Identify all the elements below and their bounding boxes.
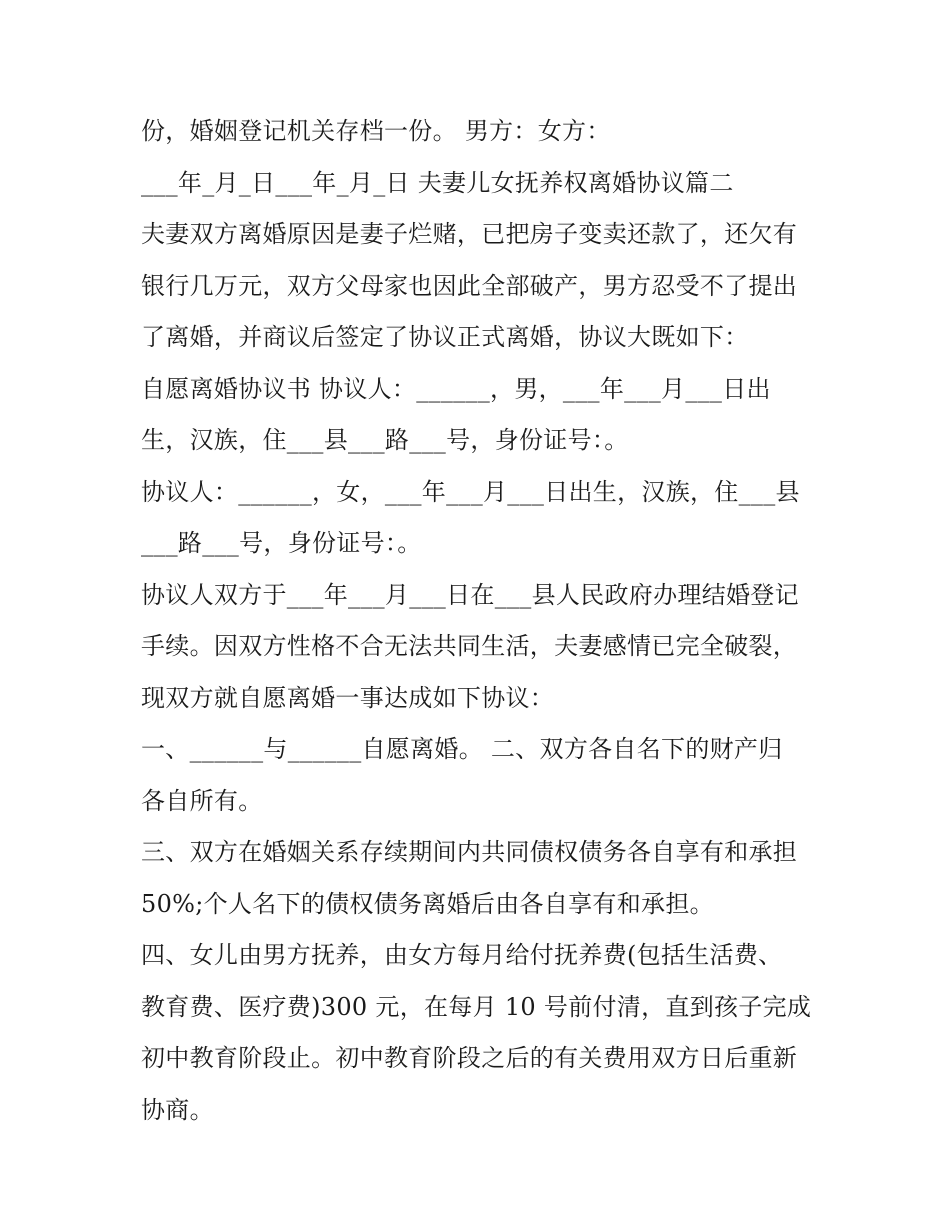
text-line: 一、______与______自愿离婚。 二、双方各自名下的财产归 [141,735,783,763]
text-line: ___年_月_日___年_月_日 夫妻儿女抚养权离婚协议篇二 [141,168,734,197]
text-line: 了离婚，并商议后签定了协议正式离婚，协议大既如下： [141,323,749,351]
text-line: 生，汉族，住___县___路___号，身份证号：。 [141,426,629,454]
text-line: 协议人：______，女，___年___月___日出生，汉族，住___县 [141,477,800,506]
text-line: 夫妻双方离婚原因是妻子烂赌，已把房子变卖还款了，还欠有 [141,220,798,248]
text-line: ___路___号，身份证号：。 [141,529,422,557]
text-line: 银行几万元，双方父母家也因此全部破产，男方忍受不了提出 [141,271,798,300]
text-line: 教育费、医疗费)300 元，在每月 10 号前付清，直到孩子完成 [141,992,812,1021]
document-body [141,106,821,1136]
text-line: 份，婚姻登记机关存档一份。 男方：女方： [141,117,611,145]
text-line: 各自所有。 [141,786,263,815]
text-line: 四、女儿由男方抚养，由女方每月给付抚养费(包括生活费、 [141,941,783,969]
text-line: 三、双方在婚姻关系存续期间内共同债权债务各自享有和承担 [141,838,798,866]
text-line: 手续。因双方性格不合无法共同生活，夫妻感情已完全破裂， [141,632,798,660]
text-line: 协议人双方于___年___月___日在___县人民政府办理结婚登记 [141,580,799,609]
text-line: 初中教育阶段止。初中教育阶段之后的有关费用双方日后重新 [141,1044,798,1072]
text-line: 50%;个人名下的债权债务离婚后由各自享有和承担。 [141,889,714,918]
text-line: 现双方就自愿离婚一事达成如下协议： [141,683,555,712]
text-line: 自愿离婚协议书 协议人：______，男，___年___月___日出 [141,374,771,403]
text-line: 协商。 [141,1095,214,1124]
